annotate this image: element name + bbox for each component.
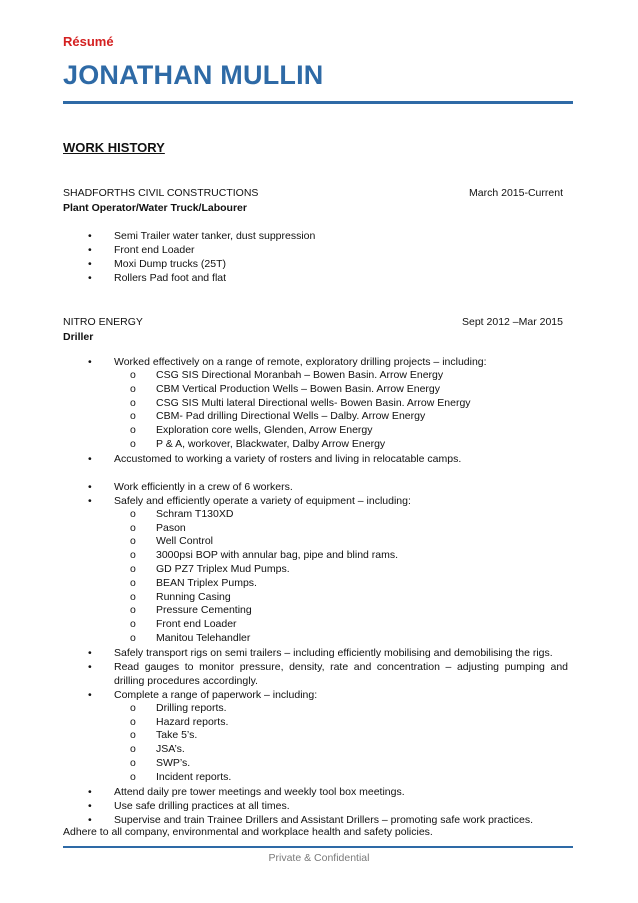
circle-bullet-icon: o <box>130 382 136 395</box>
bullet-icon: • <box>88 356 92 368</box>
document-label: Résumé <box>63 34 114 49</box>
sub-list-item: o Exploration core wells, Glenden, Arrow Energy <box>130 424 373 437</box>
header-divider <box>63 101 573 104</box>
circle-bullet-icon: o <box>130 576 136 589</box>
sub-list-item: o BEAN Triplex Pumps. <box>130 576 257 589</box>
bullet-icon: • <box>88 799 92 812</box>
circle-bullet-icon: o <box>130 507 136 520</box>
sub-list-item: o Well Control <box>130 535 213 548</box>
list-item: • Rollers Pad foot and flat <box>88 272 227 284</box>
bullet-icon: • <box>88 480 92 493</box>
job-company: SHADFORTHS CIVIL CONSTRUCTIONS <box>63 187 259 199</box>
circle-bullet-icon: o <box>130 756 136 769</box>
circle-bullet-icon: o <box>130 631 136 644</box>
circle-bullet-icon: o <box>130 562 136 575</box>
list-item: • Safely and efficiently operate a variety of equipment – including: o Schram T130XD o Pason o Well Control o 3000psi BOP with annular bag, pipe and blind rams. o GD PZ7 Triplex Mud Pumps. o BEAN Triplex Pumps. o Running Casing o Pressure Cementing o Front end Loader o Manitou Telehandler <box>88 494 568 646</box>
footer-text: Private & Confidential <box>268 852 370 864</box>
circle-bullet-icon: o <box>130 437 136 450</box>
list-item: • Safely transport rigs on semi trailers – including efficiently mobilising and demobilising the rigs. <box>88 646 553 659</box>
bullet-icon: • <box>88 813 92 826</box>
sub-list-item: o CSG SIS Multi lateral Directional wells- Bowen Basin. Arrow Energy <box>130 396 471 409</box>
list-item: • Worked effectively on a range of remote, exploratory drilling projects – including: o CSG SIS Directional Moranbah – Bowen Basin. Arrow Energy o CBM Vertical Production Wells – Bowen Basin. Arrow Energy o CSG SIS Multi lateral Directional wells- Bowen Basin. Arrow Energy o CBM- Pad drilling Directional Wells – Dalby. Arrow Energy o Exploration core wells, Glenden, Arrow Energy o P & A, workover, Blackwater, Dalby Arrow Energy <box>88 355 568 452</box>
circle-bullet-icon: o <box>130 743 136 756</box>
circle-bullet-icon: o <box>130 521 136 534</box>
sub-list-item: o CBM- Pad drilling Directional Wells – Dalby. Arrow Energy <box>130 410 426 423</box>
sub-list-item: o CBM Vertical Production Wells – Bowen Basin. Arrow Energy <box>130 382 441 395</box>
list-item: • Semi Trailer water tanker, dust suppression <box>88 230 316 242</box>
circle-bullet-icon: o <box>130 549 136 562</box>
list-spacer <box>88 466 568 480</box>
circle-bullet-icon: o <box>130 604 136 617</box>
circle-bullet-icon: o <box>130 590 136 603</box>
list-item: • Use safe drilling practices at all times. <box>88 799 290 812</box>
bullet-icon: • <box>88 230 92 242</box>
sub-list-item: o 3000psi BOP with annular bag, pipe and blind rams. <box>130 549 399 562</box>
policy-statement: Adhere to all company, environmental and workplace health and safety policies. <box>63 826 433 838</box>
job-dates: Sept 2012 –Mar 2015 <box>462 316 563 328</box>
list-item: • Complete a range of paperwork – including: o Drilling reports. o Hazard reports. o Take 5’s. o JSA’s. o SWP’s. o Incident reports. <box>88 688 568 785</box>
circle-bullet-icon: o <box>130 618 136 631</box>
bullet-icon: • <box>88 244 92 256</box>
job-duties-list <box>88 355 568 827</box>
bullet-icon: • <box>88 646 92 659</box>
bullet-icon: • <box>88 258 92 270</box>
sub-list-item: o GD PZ7 Triplex Mud Pumps. <box>130 562 290 575</box>
job-entry <box>63 315 563 345</box>
bullet-icon: • <box>88 660 92 673</box>
list-item: • Attend daily pre tower meetings and weekly tool box meetings. <box>88 785 405 798</box>
sub-list-item: o Hazard reports. <box>130 715 229 728</box>
circle-bullet-icon: o <box>130 410 136 423</box>
list-item: • Supervise and train Trainee Drillers and Assistant Drillers – promoting safe work practices. <box>88 813 534 826</box>
job-duties-list <box>88 229 568 285</box>
circle-bullet-icon: o <box>130 770 136 783</box>
bullet-icon: • <box>88 688 92 701</box>
sub-list-item: o CSG SIS Directional Moranbah – Bowen Basin. Arrow Energy <box>130 369 444 381</box>
circle-bullet-icon: o <box>130 701 136 714</box>
circle-bullet-icon: o <box>130 424 136 437</box>
bullet-icon: • <box>88 785 92 798</box>
sub-list <box>114 369 568 452</box>
section-title: WORK HISTORY <box>63 140 165 155</box>
circle-bullet-icon: o <box>130 535 136 548</box>
sub-list <box>114 508 568 646</box>
sub-list-item: o Running Casing <box>130 590 231 603</box>
list-item: • Front end Loader <box>88 244 195 256</box>
sub-list-item: o Pressure Cementing <box>130 604 252 617</box>
footer-divider <box>63 846 573 848</box>
list-item: • Read gauges to monitor pressure, density, rate and concentration – adjusting pumping and drilling procedures accordingly. <box>88 660 568 687</box>
sub-list-item: o SWP’s. <box>130 756 191 769</box>
job-entry <box>63 186 563 216</box>
sub-list-item: o Drilling reports. <box>130 701 227 714</box>
sub-list-item: o P & A, workover, Blackwater, Dalby Arrow Energy <box>130 437 386 450</box>
circle-bullet-icon: o <box>130 369 136 381</box>
sub-list-item: o JSA’s. <box>130 743 185 756</box>
bullet-icon: • <box>88 272 92 284</box>
job-company: NITRO ENERGY <box>63 316 143 328</box>
sub-list-item: o Pason <box>130 521 186 534</box>
circle-bullet-icon: o <box>130 729 136 742</box>
sub-list-item: o Schram T130XD <box>130 507 234 520</box>
circle-bullet-icon: o <box>130 715 136 728</box>
list-item: • Moxi Dump trucks (25T) <box>88 258 227 270</box>
sub-list-item: o Incident reports. <box>130 770 232 783</box>
bullet-icon: • <box>88 494 92 507</box>
candidate-name: JONATHAN MULLIN <box>63 60 324 90</box>
bullet-icon: • <box>88 452 92 465</box>
sub-list-item: o Manitou Telehandler <box>130 631 251 644</box>
sub-list-item: o Take 5’s. <box>130 729 198 742</box>
job-role: Driller <box>63 331 94 343</box>
job-role: Plant Operator/Water Truck/Labourer <box>63 202 247 214</box>
job-dates: March 2015-Current <box>469 187 563 199</box>
circle-bullet-icon: o <box>130 396 136 409</box>
sub-list <box>114 702 568 785</box>
list-item: • Accustomed to working a variety of rosters and living in relocatable camps. <box>88 452 462 465</box>
list-item: • Work efficiently in a crew of 6 workers. <box>88 480 293 493</box>
sub-list-item: o Front end Loader <box>130 618 237 631</box>
